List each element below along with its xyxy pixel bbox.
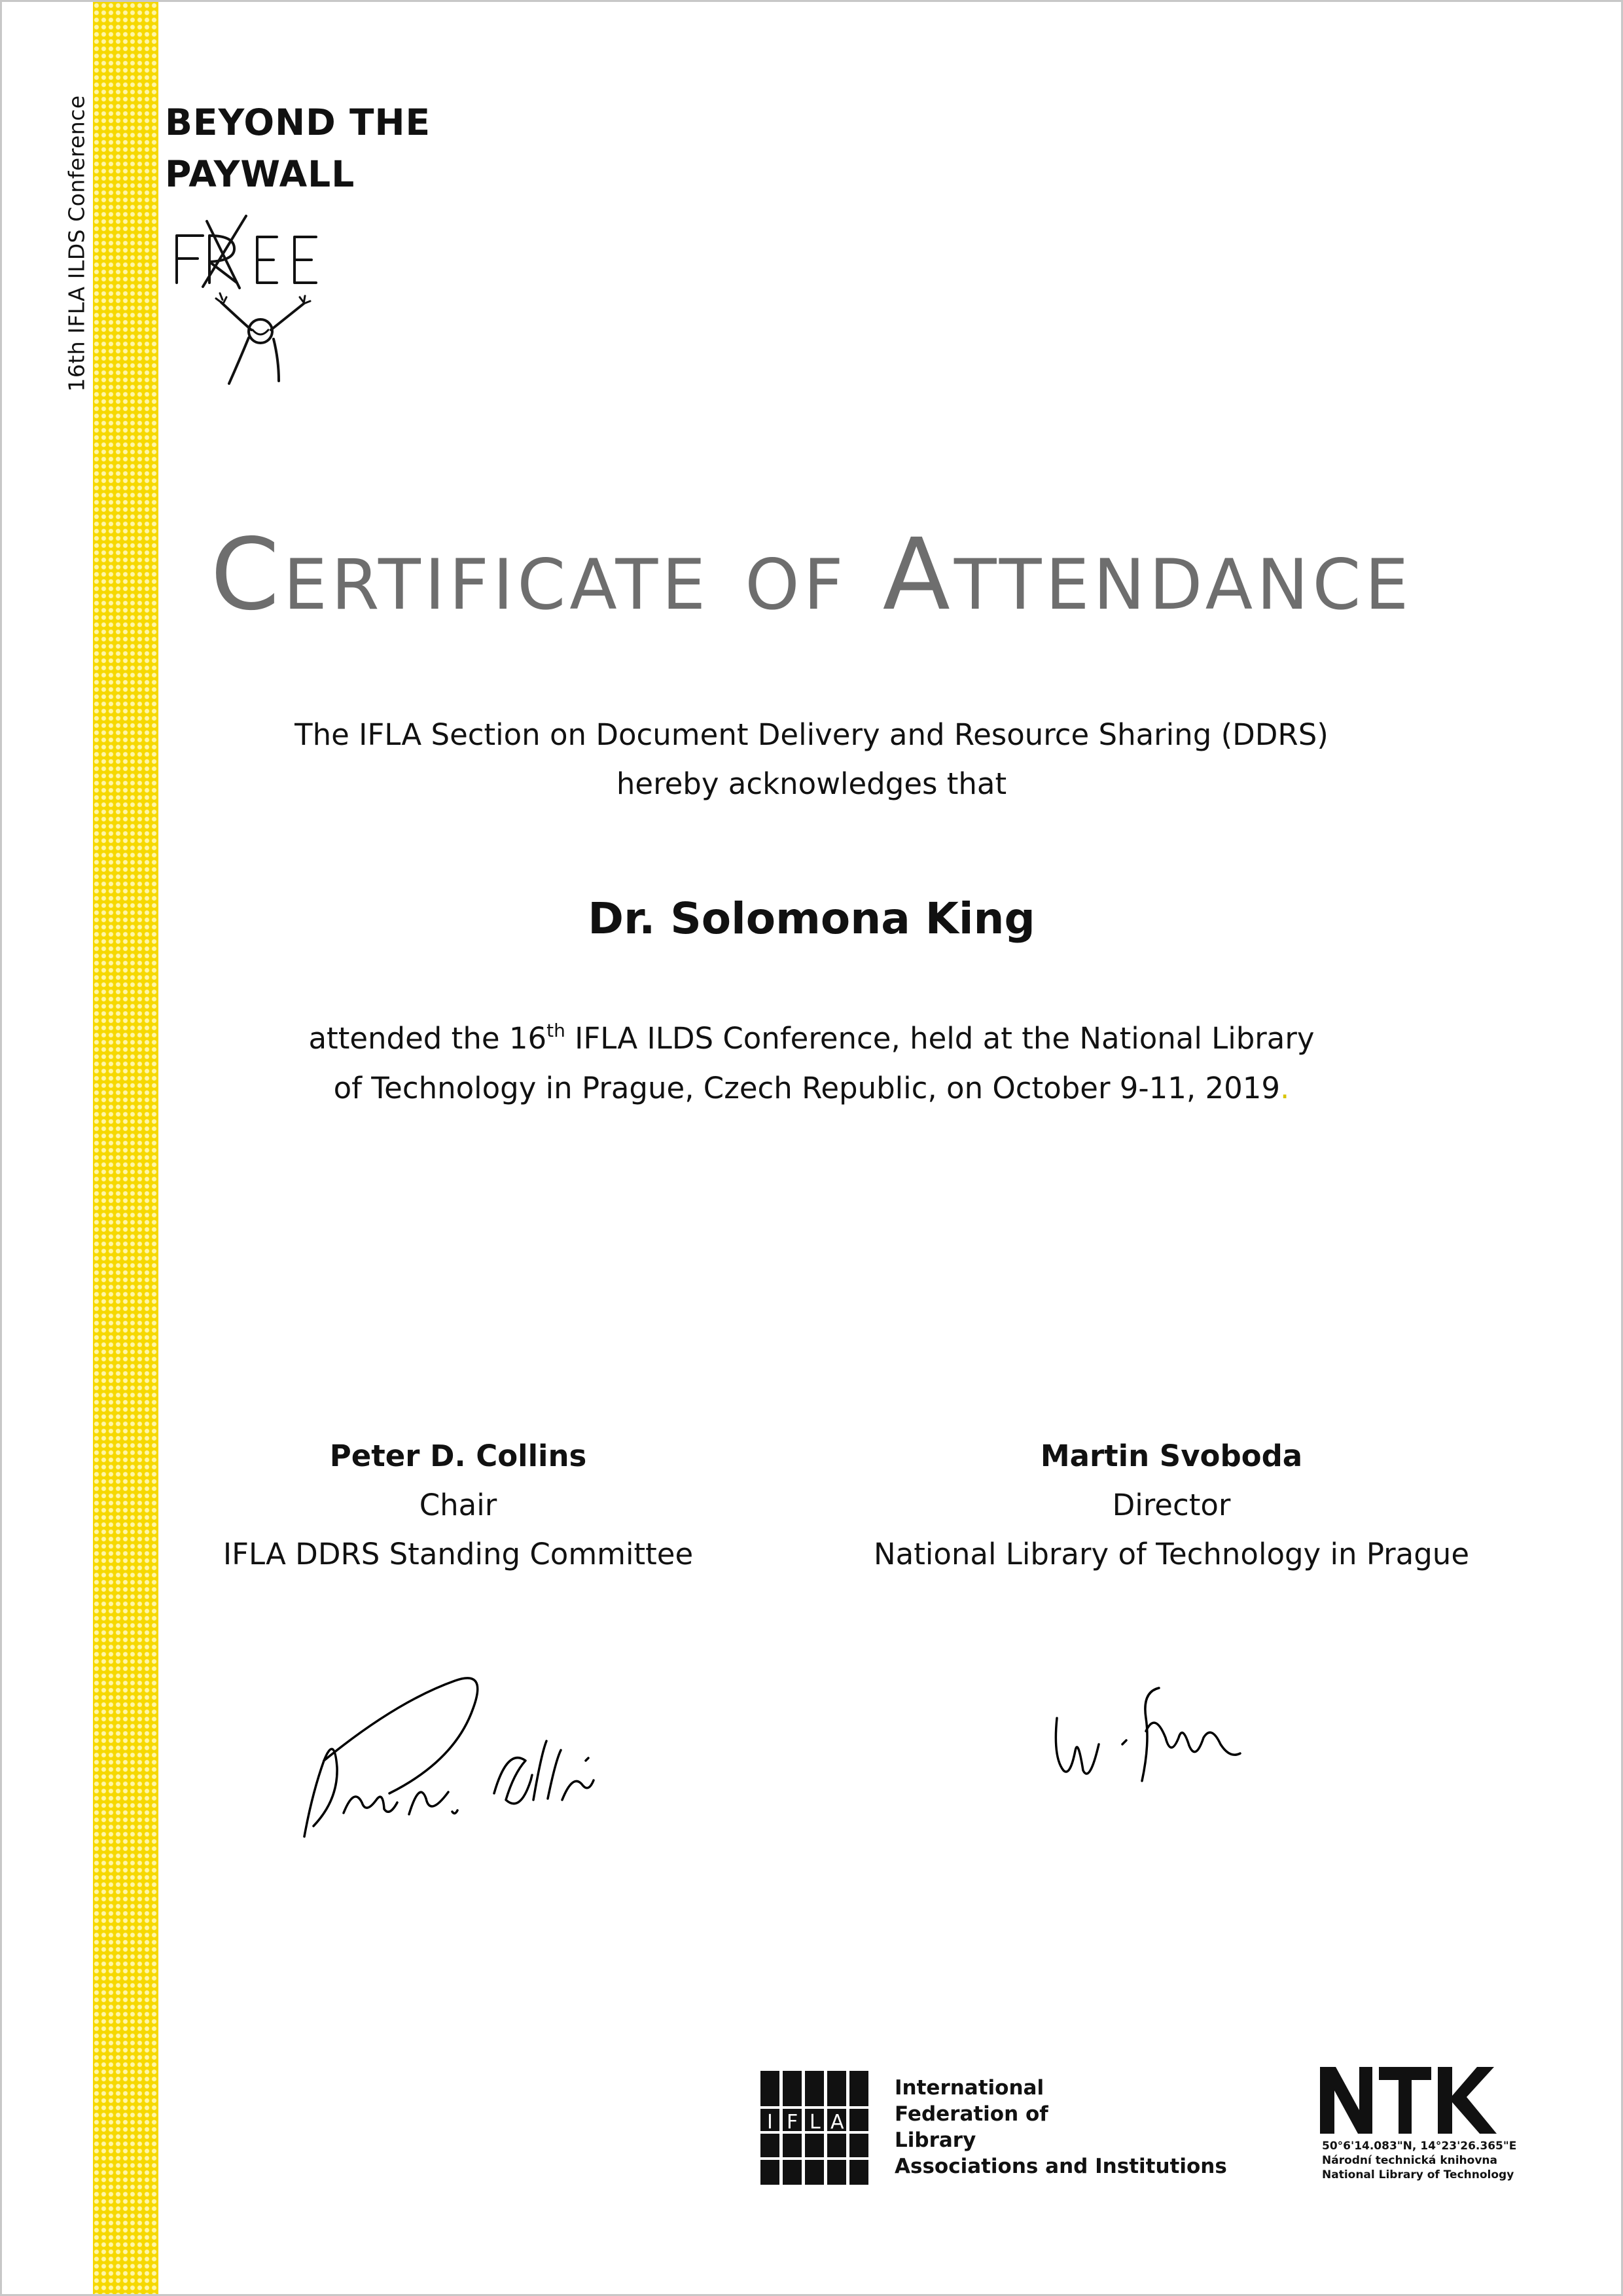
signatory-role: Director bbox=[1112, 1488, 1231, 1522]
body-line-1 bbox=[0, 1021, 1623, 1056]
signature-peter-collins bbox=[298, 1662, 664, 1846]
ntk-name-czech: Národní technická knihovna bbox=[1322, 2154, 1497, 2167]
ntk-name-english: National Library of Technology bbox=[1322, 2168, 1514, 2181]
body-line-2-text: of Technology in Prague, Czech Republic, on October 9-11, 2019 bbox=[333, 1071, 1281, 1105]
free-logo-icon bbox=[169, 209, 365, 393]
ifla-name-line: International bbox=[895, 2076, 1044, 2100]
signatory-role: Chair bbox=[419, 1488, 497, 1522]
intro-line-1: The IFLA Section on Document Delivery and Resource Sharing (DDRS) bbox=[294, 717, 1329, 752]
body-line-1-end: IFLA ILDS Conference, held at the National Library bbox=[565, 1021, 1315, 1056]
ifla-logo-letter: A bbox=[830, 2111, 844, 2134]
signatory-name: Martin Svoboda bbox=[1040, 1439, 1303, 1473]
ifla-name-line: Library bbox=[895, 2128, 976, 2152]
ifla-name-line: Associations and Institutions bbox=[895, 2155, 1227, 2178]
ntk-details bbox=[1322, 2139, 1516, 2182]
body-line-1-start: attended the 16 bbox=[308, 1021, 547, 1056]
ntk-logo-icon bbox=[1319, 2063, 1502, 2136]
intro-line-2: hereby acknowledges that bbox=[616, 766, 1007, 801]
brand-line-1: BEYOND THE bbox=[165, 101, 431, 143]
signatory-organization: National Library of Technology in Prague bbox=[873, 1537, 1470, 1571]
signatory-organization: IFLA DDRS Standing Committee bbox=[223, 1537, 694, 1571]
signature-martin-svoboda bbox=[1044, 1672, 1306, 1816]
ordinal-suffix: th bbox=[546, 1020, 565, 1041]
certificate-title: Certificate of Attendance bbox=[210, 517, 1413, 632]
body-line-2 bbox=[0, 1071, 1623, 1105]
ntk-coordinates: 50°6'14.083"N, 14°23'26.365"E bbox=[1322, 2140, 1517, 2153]
conference-vertical-caption: 16th IFLA ILDS Conference bbox=[63, 95, 90, 392]
body-line-2-period: . bbox=[1280, 1071, 1290, 1105]
conference-brand bbox=[165, 97, 431, 200]
signatory-name: Peter D. Collins bbox=[329, 1439, 587, 1473]
ifla-logo-icon bbox=[760, 2071, 868, 2185]
recipient-name: Dr. Solomona King bbox=[588, 893, 1035, 944]
ifla-logo-letter: L bbox=[810, 2111, 821, 2134]
ifla-logo-letter: I bbox=[767, 2111, 773, 2134]
ifla-name-line: Federation of bbox=[895, 2102, 1048, 2126]
ifla-logo-letter: F bbox=[787, 2111, 798, 2134]
yellow-dotted-strip bbox=[93, 2, 158, 2294]
signatory-left bbox=[131, 1431, 785, 1579]
signatory-right bbox=[844, 1431, 1499, 1579]
ifla-name bbox=[895, 2075, 1227, 2179]
brand-line-2: PAYWALL bbox=[165, 153, 355, 195]
